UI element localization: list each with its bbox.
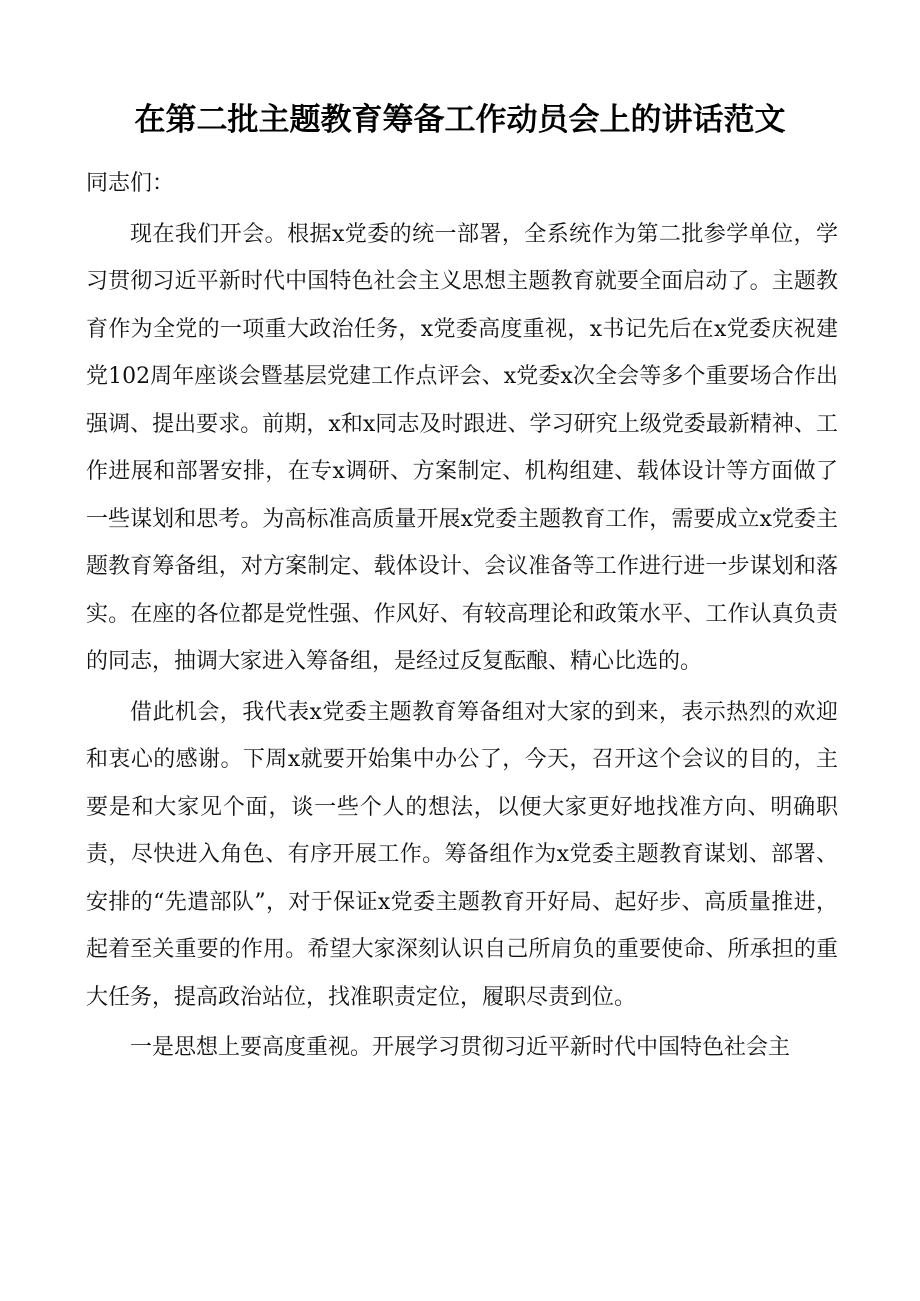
paragraph-point-one: 一是思想上要高度重视。开展学习贯彻习近平新时代中国特色社会主: [130, 1035, 791, 1060]
document-title: 在第二批主题教育筹备工作动员会上的讲话范文: [134, 102, 786, 138]
document-body: [86, 160, 838, 1072]
paragraph-opening: 现在我们开会。根据x党委的统一部署，全系统作为第二批参学单位，学习贯彻习近平新时代中国特色社会主义思想主题教育就要全面启动了。主题教育作为全党的一项重大政治任务，x党委高度重视，x书记先后在x党委庆祝建党102周年座谈会暨基层党建工作点评会、x党委x次全会等多个重要场合作出强调、提出要求。前期，x和x同志及时跟进、学习研究上级党委最新精神、工作进展和部署安排，在专x调研、方案制定、机构组建、载体设计等方面做了一些谋划和思考。为高标准高质量开展x党委主题教育工作，需要成立x党委主题教育筹备组，对方案制定、载体设计、会议准备等工作进行进一步谋划和落实。在座的各位都是党性强、作风好、有较高理论和政策水平、工作认真负责的同志，抽调大家进入筹备组，是经过反复酝酿、精心比选的。: [86, 221, 838, 674]
paragraph-welcome: 借此机会，我代表x党委主题教育筹备组对大家的到来，表示热烈的欢迎和衷心的感谢。下周x就要开始集中办公了，今天，召开这个会议的目的，主要是和大家见个面，谈一些个人的想法，以便大家更好地找准方向、明确职责，尽快进入角色、有序开展工作。筹备组作为x党委主题教育谋划、部署、安排的“先遣部队”，对于保证x党委主题教育开好局、起好步、高质量推进，起着至关重要的作用。希望大家深刻认识自己所肩负的重要使命、所承担的重大任务，提高政治站位，找准职责定位，履职尽责到位。: [86, 699, 838, 1010]
salutation: 同志们：: [86, 171, 175, 196]
